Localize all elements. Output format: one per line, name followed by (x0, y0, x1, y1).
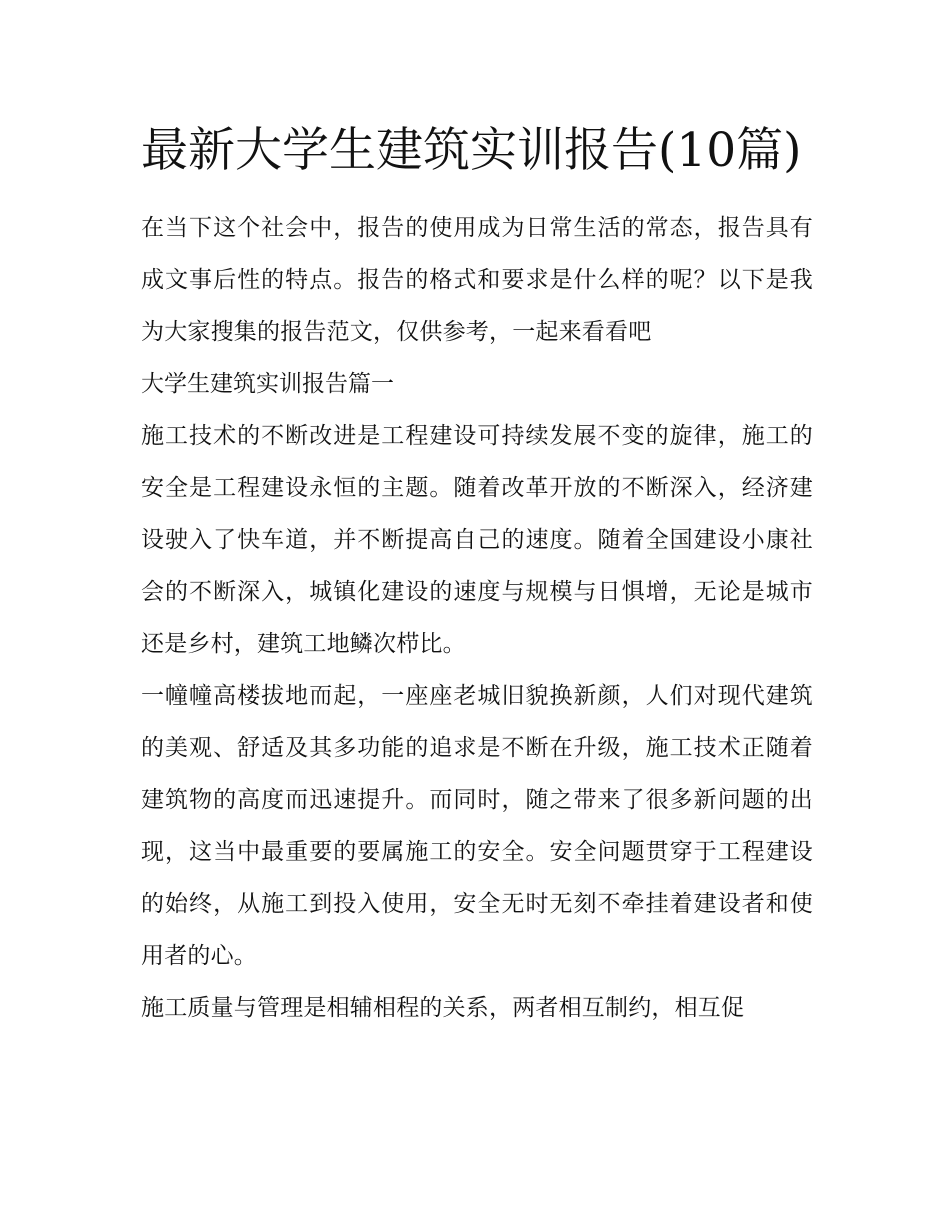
body-paragraph-1: 施工技术的不断改进是工程建设可持续发展不变的旋律，施工的安全是工程建设永恒的主题。随着改革开放的不断深入，经济建设驶入了快车道，并不断提高自己的速度。随着全国建设小康社会的不断深入，城镇化建设的速度与规模与日惧增，无论是城市还是乡村，建筑工地鳞次栉比。 (141, 423, 813, 657)
body-paragraph-2: 一幢幢高楼拔地而起，一座座老城旧貌换新颜，人们对现代建筑的美观、舒适及其多功能的追求是不断在升级，施工技术正随着建筑物的高度而迅速提升。而同时，随之带来了很多新问题的出现，这当中最重要的要属施工的安全。安全问题贯穿于工程建设的始终，从施工到投入使用，安全无时无刻不牵挂着建设者和使用者的心。 (141, 683, 813, 969)
body-paragraph-3: 施工质量与管理是相辅相程的关系，两者相互制约，相互促 (141, 995, 745, 1021)
document-title: 最新大学生建筑实训报告(10篇) (141, 123, 802, 178)
section-heading: 大学生建筑实训报告篇一 (141, 371, 394, 397)
intro-paragraph: 在当下这个社会中，报告的使用成为日常生活的常态，报告具有成文事后性的特点。报告的格式和要求是什么样的呢？以下是我为大家搜集的报告范文，仅供参考，一起来看看吧 (141, 215, 813, 345)
document-page (141, 112, 813, 1034)
